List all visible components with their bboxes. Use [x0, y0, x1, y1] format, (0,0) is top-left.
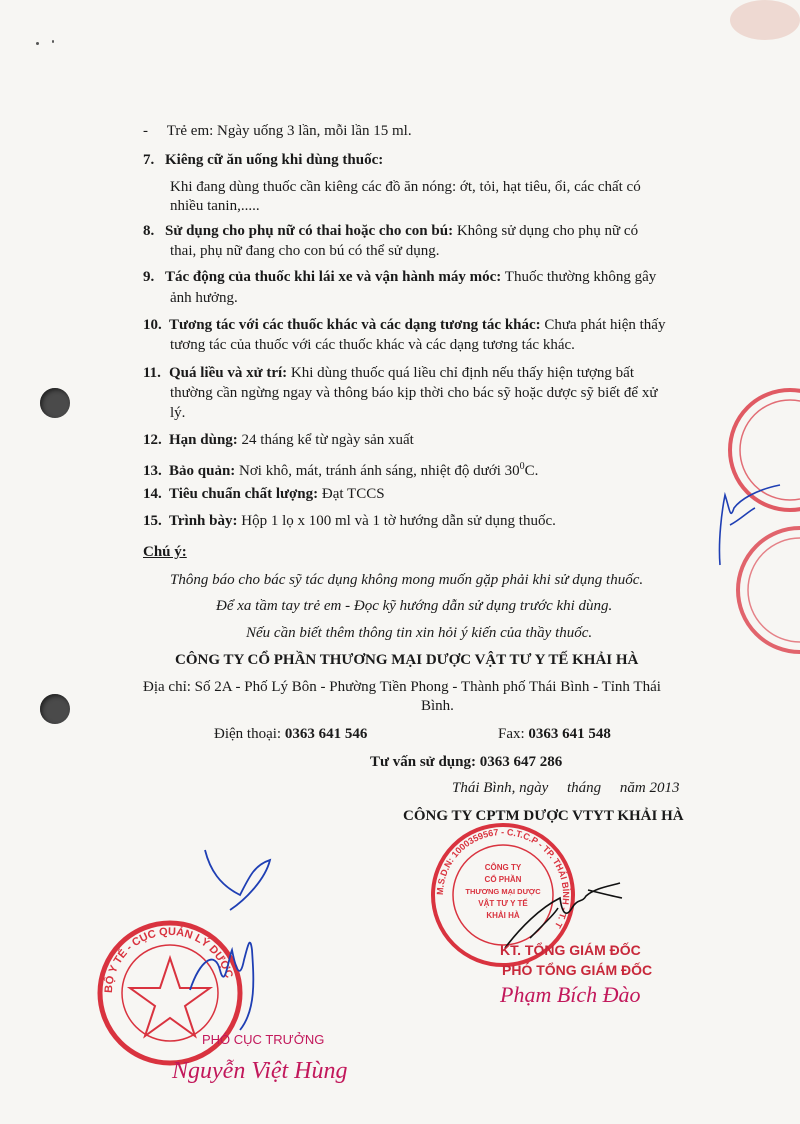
list-item-13: 13. Bảo quản: Nơi khô, mát, tránh ánh sáng, nhiệt độ dưới $30^0C$.: [143, 461, 539, 479]
signer-title: PHÓ TỔNG GIÁM ĐỐC: [502, 962, 653, 978]
date-line: Thái Bình, ngày tháng năm 2013: [452, 780, 680, 796]
signer-title: KT. TỔNG GIÁM ĐỐC: [500, 942, 641, 958]
list-item-11-body: thường cần ngừng ngay và thông báo kịp thời cho bác sỹ hoặc dược sỹ biết để xử: [170, 385, 658, 401]
list-item-7-body: nhiều tanin,.....: [170, 198, 260, 214]
official-name: Nguyễn Việt Hùng: [172, 1058, 348, 1084]
list-item-12: 12. Hạn dùng: 24 tháng kể từ ngày sản xuất: [143, 432, 414, 448]
list-item-11: 11. Quá liều và xử trí: Khi dùng thuốc quá liều chỉ định nếu thấy hiện tượng bất: [143, 365, 635, 381]
official-signature: [170, 840, 300, 1040]
punch-hole-icon: [40, 388, 70, 418]
svg-text:CÔNG TY: CÔNG TY: [484, 863, 522, 872]
list-item-child-dosage: - Trẻ em: Ngày uống 3 lần, mỗi lần 15 ml.: [143, 123, 412, 139]
official-title: PHÓ CỤC TRƯỞNG: [202, 1032, 325, 1047]
svg-text:THƯƠNG MẠI DƯỢC: THƯƠNG MẠI DƯỢC: [465, 887, 541, 896]
signature-scribble: [700, 480, 790, 570]
svg-text:CỔ PHẦN: CỔ PHẦN: [484, 875, 522, 884]
signer-company: CÔNG TY CPTM DƯỢC VTYT KHẢI HÀ: [403, 808, 684, 824]
list-item-14: 14. Tiêu chuẩn chất lượng: Đạt TCCS: [143, 486, 385, 502]
company-fax: Fax: 0363 641 548: [498, 726, 611, 742]
company-address: Bình.: [421, 698, 454, 714]
svg-text:BỘ Y TẾ - CỤC QUẢN LÝ DƯỢC: BỘ Y TẾ - CỤC QUẢN LÝ DƯỢC: [102, 925, 235, 994]
paper-stain: [730, 0, 800, 40]
list-item-7: 7. Kiêng cữ ăn uống khi dùng thuốc:: [143, 152, 384, 168]
note-line: Nếu cần biết thêm thông tin xin hỏi ý kiến của thầy thuốc.: [246, 625, 593, 641]
list-item-9: 9. Tác động của thuốc khi lái xe và vận hành máy móc: Thuốc thường không gây: [143, 269, 657, 285]
list-item-10: 10. Tương tác với các thuốc khác và các dạng tương tác khác: Chưa phát hiện thấy: [143, 317, 666, 333]
note-line: Thông báo cho bác sỹ tác dụng không mong muốn gặp phải khi sử dụng thuốc.: [170, 572, 644, 588]
speck-mark: [36, 42, 39, 45]
company-advice: Tư vấn sử dụng: 0363 647 286: [370, 754, 563, 770]
list-item-9-body: ảnh hưởng.: [170, 290, 238, 306]
signer-name: Phạm Bích Đào: [500, 982, 641, 1007]
list-item-10-body: tương tác của thuốc với các thuốc khác và các dạng tương tác khác.: [170, 337, 575, 353]
list-item-15: 15. Trình bày: Hộp 1 lọ x 100 ml và 1 tờ hướng dẫn sử dụng thuốc.: [143, 513, 556, 529]
note-label: Chú ý:: [143, 544, 187, 560]
list-item-8: 8. Sử dụng cho phụ nữ có thai hoặc cho con bú: Không sử dụng cho phụ nữ có: [143, 223, 639, 239]
list-item-8-body: thai, phụ nữ đang cho con bú có thể sử dụng.: [170, 243, 440, 259]
svg-text:KHẢI HÀ: KHẢI HÀ: [486, 911, 520, 920]
svg-text:M.S.D.N: 1000359567 - C.T.C.P: M.S.D.N: 1000359567 - C.T.C.P - TP. THÁI BÌNH - T. T: [434, 826, 572, 930]
company-phone: Điện thoại: 0363 641 546: [214, 726, 368, 742]
company-address: Địa chỉ: Số 2A - Phố Lý Bôn - Phường Tiền Phong - Thành phố Thái Bình - Tỉnh Thái: [143, 679, 661, 695]
svg-text:VẬT TƯ Y TẾ: VẬT TƯ Y TẾ: [478, 899, 528, 908]
list-item-11-body: lý.: [170, 405, 186, 421]
list-item-7-body: Khi đang dùng thuốc cần kiêng các đồ ăn nóng: ớt, tỏi, hạt tiêu, ổi, các chất có: [170, 179, 641, 195]
company-name: CÔNG TY CỔ PHẦN THƯƠNG MẠI DƯỢC VẬT TƯ Y TẾ KHẢI HÀ: [175, 652, 639, 668]
note-line: Để xa tầm tay trẻ em - Đọc kỹ hướng dẫn sử dụng trước khi dùng.: [216, 598, 613, 614]
punch-hole-icon: [40, 694, 70, 724]
speck-mark: [52, 40, 54, 43]
